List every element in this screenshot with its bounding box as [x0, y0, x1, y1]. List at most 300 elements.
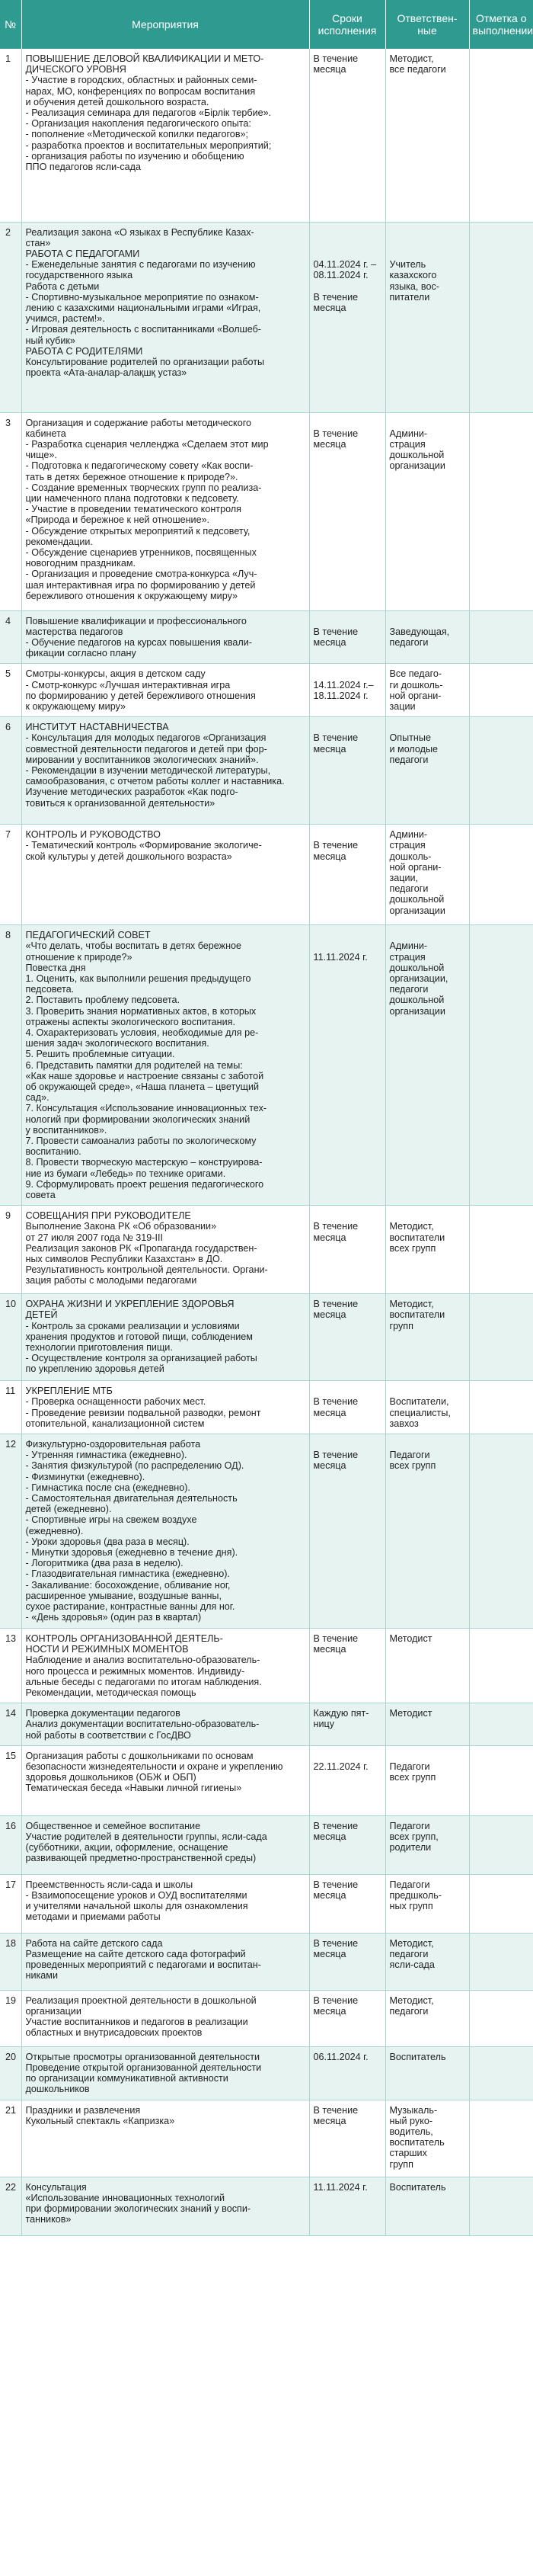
cell-line: 18.11.2024 г.: [313, 690, 369, 701]
cell-line: стан»: [25, 237, 51, 248]
cell-line: отражены аспекты экологического воспитания.: [25, 1016, 235, 1027]
mark-cell: [469, 1294, 533, 1381]
cell-line: - Рекомендации в изучении методической литературы,: [25, 764, 271, 776]
cell-line: здоровья дошкольников (ОБЖ и ОБП): [25, 1772, 196, 1783]
table-row: [0, 49, 533, 222]
table-row: [0, 1381, 533, 1434]
table-row: [0, 1874, 533, 1933]
cell-line: Физкультурно-оздоровительная работа: [25, 1439, 201, 1450]
cell-line: ный кубик»: [25, 335, 75, 346]
cell-line: - Консультация для молодых педагогов «Организация: [25, 732, 266, 744]
table-row: [0, 925, 533, 1206]
cell-line: ции намеченного плана подготовки к педсовету.: [25, 492, 239, 504]
cell-line: 08.11.2024 г.: [313, 270, 369, 281]
cell-line: страция: [389, 951, 426, 963]
cell-line: педагоги: [389, 883, 429, 895]
cell-line: - Минутки здоровья (ежедневно в течение дня).: [25, 1547, 238, 1559]
cell-line: ной работы в соответствии с ГосДВО: [25, 1729, 191, 1741]
table-row: [0, 2046, 533, 2100]
cell-line: Админи-: [389, 428, 428, 439]
cell-line: - Участие в городских, областных и районных семи-: [25, 75, 257, 86]
cell-line: месяца: [313, 2006, 346, 2017]
activity-cell: [21, 1294, 309, 1381]
cell-line: В течение: [313, 1633, 359, 1645]
cell-line: новогодним праздникам.: [25, 558, 136, 569]
mark-cell: [469, 412, 533, 610]
cell-line: ОХРАНА ЖИЗНИ И УКРЕПЛЕНИЕ ЗДОРОВЬЯ: [25, 1299, 235, 1310]
cell-line: питатели: [389, 291, 430, 303]
cell-line: сухое растирание, контрастные ванны для ног.: [25, 1601, 235, 1613]
cell-line: - организация работы по изучению и обобщению: [25, 150, 244, 162]
term-cell: [309, 1874, 385, 1933]
cell-line: 11.11.2024 г.: [313, 951, 368, 963]
cell-line: мировании у воспитанников экологических знаний».: [25, 754, 259, 765]
cell-line: Открытые просмотры организованной деятельности: [25, 2051, 260, 2062]
cell-line: совместной деятельности педагогов и детей при фор-: [25, 743, 267, 755]
cell-line: [314, 668, 381, 679]
cell-line: месяца: [313, 1890, 346, 1902]
cell-line: дошкольной: [389, 450, 445, 461]
cell-line: - Обучение педагогов на курсах повышения квали-: [25, 636, 252, 648]
activity-cell: [21, 1815, 309, 1874]
table-row: [0, 1933, 533, 1990]
cell-line: языка, вос-: [389, 280, 439, 292]
cell-line: В течение: [313, 1879, 359, 1890]
cell-line: - разработка проектов и воспитательных мероприятий;: [25, 139, 272, 151]
cell-line: Реализация проектной деятельности в дошкольной: [25, 1994, 257, 2006]
cell-line: - Проверка оснащенности рабочих мест.: [25, 1396, 206, 1408]
term-cell: [309, 925, 385, 1206]
cell-line: месяца: [313, 2115, 346, 2126]
cell-line: В течение: [313, 1396, 359, 1408]
responsible-cell: [385, 1990, 469, 2046]
responsible-cell: [385, 1703, 469, 1746]
cell-line: по организации коммуникативной активности: [25, 2073, 228, 2084]
cell-line: - «День здоровья» (один раз в квартал): [25, 1612, 202, 1623]
cell-line: Результативность контрольной деятельности. Органи-: [25, 1264, 268, 1276]
cell-line: 9. Сформулировать проект решения педагогического: [25, 1178, 264, 1190]
activity-cell: [21, 49, 309, 222]
row-number: 15: [0, 1745, 21, 1815]
mark-cell: [469, 1815, 533, 1874]
cell-line: - Обсуждение сценариев утренников, посвященных: [25, 546, 257, 558]
cell-line: безопасности жизнедеятельности и охране и укреплению: [25, 1761, 283, 1773]
row-number: 8: [0, 925, 21, 1206]
mark-cell: [469, 222, 533, 412]
row-number: 9: [0, 1206, 21, 1294]
row-number: 20: [0, 2046, 21, 2100]
cell-line: - Смотр-конкурс «Лучшая интерактивная игра: [25, 679, 231, 690]
table-row: [0, 2100, 533, 2177]
cell-line: (субботники, акции, оформление, оснащение: [25, 1842, 228, 1854]
cell-line: и обучения детей дошкольного возраста.: [25, 96, 209, 107]
responsible-cell: [385, 1381, 469, 1434]
row-number: 5: [0, 664, 21, 717]
cell-line: Повестка дня: [25, 962, 86, 973]
cell-line: организации: [25, 2006, 81, 2017]
cell-line: 7. Консультация «Использование инновационных тех-: [25, 1103, 267, 1114]
responsible-cell: [385, 1874, 469, 1933]
cell-line: Анализ документации воспитательно-образователь-: [25, 1719, 260, 1730]
cell-line: организации: [389, 1005, 445, 1017]
activity-cell: [21, 1990, 309, 2046]
cell-line: Учитель: [389, 259, 426, 271]
row-number: 2: [0, 222, 21, 412]
activity-cell: [21, 1745, 309, 1815]
cell-line: - Обсуждение открытых мероприятий к педсовету,: [25, 525, 251, 537]
cell-line: по формированию у детей бережливого отношения: [25, 690, 256, 701]
cell-line: - Закаливание: босохождение, обливание ног,: [25, 1579, 231, 1591]
cell-line: ясли-сада: [389, 1959, 435, 1971]
cell-line: В течение: [313, 1221, 359, 1232]
cell-line: «Природа и бережное к ней отношение».: [25, 514, 210, 526]
row-number: 11: [0, 1381, 21, 1434]
mark-cell: [469, 1381, 533, 1434]
cell-line: государственного языка: [25, 270, 133, 281]
cell-line: ПЕДАГОГИЧЕСКИЙ СОВЕТ: [25, 930, 151, 941]
header-activity: Мероприятия: [21, 0, 309, 49]
cell-line: месяца: [313, 851, 346, 862]
cell-line: Методист,: [389, 1937, 434, 1949]
cell-line: Общественное и семейное воспитание: [25, 1820, 201, 1831]
cell-line: 7. Провести самоанализ работы по экологическому: [25, 1135, 257, 1146]
cell-line: ПОВЫШЕНИЕ ДЕЛОВОЙ КВАЛИФИКАЦИИ И МЕТО-: [25, 53, 264, 64]
cell-line: - Взаимопосещение уроков и ОУД воспитателями: [25, 1890, 247, 1902]
cell-line: [390, 227, 465, 238]
cell-line: педагоги: [389, 1949, 429, 1960]
mark-cell: [469, 1933, 533, 1990]
cell-line: - Игровая деятельность с воспитанниками «Волшеб-: [25, 324, 262, 335]
cell-line: Выполнение Закона РК «Об образовании»: [25, 1221, 217, 1232]
cell-line: предшколь-: [389, 1890, 442, 1902]
cell-line: месяца: [313, 64, 346, 75]
cell-line: - Логоритмика (два раза в неделю).: [25, 1558, 184, 1569]
cell-line: Участие воспитанников и педагогов в реализации: [25, 2017, 248, 2028]
cell-line: [314, 940, 381, 951]
cell-line: от 27 июля 2007 года № 319-III: [25, 1232, 163, 1243]
cell-line: ницу: [313, 1719, 334, 1730]
cell-line: организации: [389, 905, 445, 916]
cell-line: отопительной, канализационной систем: [25, 1418, 205, 1429]
header-mark: Отметка о выполнении: [469, 0, 533, 49]
mark-cell: [469, 825, 533, 925]
term-cell: [309, 412, 385, 610]
cell-line: - Утренняя гимнастика (ежедневно).: [25, 1450, 187, 1461]
cell-line: воспитатель: [389, 2137, 445, 2148]
cell-line: Наблюдение и анализ воспитательно-образователь-: [25, 1655, 260, 1666]
cell-line: - Глазодвигательная гимнастика (ежедневно).: [25, 1568, 230, 1580]
term-cell: [309, 825, 385, 925]
term-cell: [309, 1745, 385, 1815]
activity-cell: [21, 664, 309, 717]
row-number: 4: [0, 610, 21, 664]
cell-line: казахского: [389, 270, 437, 281]
cell-line: Методист,: [389, 53, 434, 64]
term-cell: [309, 1434, 385, 1629]
cell-line: Каждую пят-: [313, 1708, 369, 1719]
cell-line: расширенное умывание, воздушные ванны,: [25, 1590, 222, 1601]
responsible-cell: [385, 825, 469, 925]
mark-cell: [469, 49, 533, 222]
cell-line: всех групп: [389, 1772, 436, 1783]
cell-line: [390, 722, 465, 732]
activity-cell: [21, 925, 309, 1206]
responsible-cell: [385, 1629, 469, 1703]
cell-line: В течение: [313, 1994, 359, 2006]
cell-line: областных и внутрисадовских проектов: [25, 2027, 203, 2039]
cell-line: альные беседы с педагогами по итогам наблюдения.: [25, 1676, 262, 1687]
cell-line: Проверка документации педагогов: [25, 1708, 180, 1719]
cell-line: [390, 1386, 465, 1396]
cell-line: проекта «Ата-аналар-алақшқ устаз»: [25, 367, 187, 379]
cell-line: месяца: [313, 1644, 346, 1655]
cell-line: Реализация законов РК «Пропаганда государствен-: [25, 1242, 257, 1254]
cell-line: Все педаго-: [389, 668, 442, 680]
cell-line: В течение: [313, 1299, 359, 1310]
activity-cell: [21, 1629, 309, 1703]
cell-line: фикации согласно плану: [25, 648, 136, 659]
cell-line: мастерства педагогов: [25, 626, 123, 637]
term-cell: [309, 1815, 385, 1874]
cell-line: ние из бумаги «Лебедь» по технике оригами.: [25, 1168, 226, 1179]
cell-line: месяца: [313, 1831, 346, 1843]
cell-line: РАБОТА С РОДИТЕЛЯМИ: [25, 345, 143, 357]
table-row: [0, 412, 533, 610]
cell-line: Реализация закона «О языках в Республике Казах-: [25, 226, 254, 238]
cell-line: - Гимнастика после сна (ежедневно).: [25, 1482, 190, 1493]
table-body: [0, 49, 533, 2235]
activity-cell: [21, 2100, 309, 2177]
cell-line: педагоги: [389, 636, 429, 648]
cell-line: технологии приготовления пищи.: [25, 1342, 173, 1354]
cell-line: [314, 248, 381, 259]
row-number: 16: [0, 1815, 21, 1874]
cell-line: ской культуры у детей дошкольного возраста»: [25, 851, 232, 862]
row-number: 1: [0, 49, 21, 222]
cell-line: 1. Оценить, как выполнили решения предыдущего: [25, 972, 251, 984]
cell-line: Воспитатель: [389, 2051, 446, 2062]
activity-cell: [21, 825, 309, 925]
cell-line: педагоги: [389, 754, 429, 765]
cell-line: «Как наше здоровье и настроение связаны с заботой: [25, 1070, 264, 1081]
responsible-cell: [385, 2100, 469, 2177]
cell-line: никами: [25, 1970, 58, 1982]
cell-line: [314, 1386, 381, 1396]
cell-line: Консультирование родителей по организации работы: [25, 356, 265, 367]
cell-line: тать в детях бережное отношение к природе?».: [25, 471, 238, 482]
cell-line: месяца: [313, 743, 346, 755]
cell-line: - Разработка сценария челленджа «Сделаем этот мир: [25, 438, 269, 450]
cell-line: об окружающей среде», «Наша планета – цветущий: [25, 1081, 260, 1092]
table-row: [0, 717, 533, 825]
table-row: [0, 1745, 533, 1815]
mark-cell: [469, 1629, 533, 1703]
table-row: [0, 664, 533, 717]
cell-line: [314, 238, 381, 248]
cell-line: Работа с детьми: [25, 280, 100, 292]
cell-line: Консультация: [25, 2181, 87, 2193]
cell-line: [314, 722, 381, 732]
cell-line: Админи-: [389, 940, 428, 952]
responsible-cell: [385, 1294, 469, 1381]
term-cell: [309, 2177, 385, 2235]
row-number: 6: [0, 717, 21, 825]
table-row: [0, 1434, 533, 1629]
cell-line: педсовета.: [25, 984, 75, 995]
cell-line: Заведующая,: [389, 626, 450, 637]
row-number: 18: [0, 1933, 21, 1990]
mark-cell: [469, 925, 533, 1206]
row-number: 19: [0, 1990, 21, 2046]
cell-line: товиться к организованной деятельности»: [25, 797, 215, 809]
row-number: 21: [0, 2100, 21, 2177]
cell-line: - Занятия физкультурой (по распределению ОД).: [25, 1460, 244, 1472]
cell-line: РАБОТА С ПЕДАГОГАМИ: [25, 248, 140, 259]
cell-line: - Создание временных творческих групп по реализа-: [25, 482, 262, 493]
row-number: 17: [0, 1874, 21, 1933]
cell-line: Смотры-конкурсы, акция в детском саду: [25, 668, 206, 680]
table-header: [0, 0, 533, 49]
cell-line: развивающей предметно-пространственной среды): [25, 1853, 257, 1864]
responsible-cell: [385, 664, 469, 717]
cell-line: 14.11.2024 г.–: [313, 679, 374, 690]
cell-line: - Осуществление контроля за организацией работы: [25, 1353, 257, 1364]
table-row: [0, 1815, 533, 1874]
cell-line: [314, 1210, 381, 1221]
cell-line: месяца: [313, 636, 346, 648]
term-cell: [309, 1990, 385, 2046]
activity-cell: [21, 1434, 309, 1629]
cell-line: - Еженедельные занятия с педагогами по изучению: [25, 259, 256, 271]
cell-line: - пополнение «Методической копилки педагогов»;: [25, 129, 249, 140]
term-cell: [309, 49, 385, 222]
mark-cell: [469, 1434, 533, 1629]
cell-line: КОНТРОЛЬ ОРГАНИЗОВАННОЙ ДЕЯТЕЛЬ-: [25, 1633, 223, 1645]
cell-line: ДЕТЕЙ: [25, 1309, 58, 1321]
mark-cell: [469, 2046, 533, 2100]
activity-cell: [21, 717, 309, 825]
cell-line: водитель,: [389, 2126, 433, 2138]
cell-line: к окружающему миру»: [25, 700, 126, 712]
cell-line: специалисты,: [389, 1407, 451, 1418]
cell-line: организации: [389, 460, 445, 472]
cell-line: Тематическая беседа «Навыки личной гигиены»: [25, 1783, 242, 1794]
cell-line: Преемственность ясли-сада и школы: [25, 1879, 193, 1890]
term-cell: [309, 717, 385, 825]
responsible-cell: [385, 1206, 469, 1294]
cell-line: нарах, МО, конференциях по вопросам воспитания: [25, 85, 256, 97]
cell-line: 11.11.2024 г.: [313, 2181, 368, 2193]
cell-line: - Реализация семинара для педагогов «Бірлік тербие».: [25, 107, 272, 119]
cell-line: ных символов Республики Казахстан» в ДО.: [25, 1254, 223, 1265]
cell-line: [314, 829, 381, 840]
cell-line: зации,: [389, 872, 419, 883]
cell-line: [314, 616, 381, 626]
row-number: 14: [0, 1703, 21, 1746]
cell-line: [314, 930, 381, 940]
cell-line: Методист,: [389, 1221, 434, 1232]
table-row: [0, 1294, 533, 1381]
cell-line: завхоз: [389, 1418, 419, 1429]
cell-line: всех групп,: [389, 1831, 439, 1843]
cell-line: ИНСТИТУТ НАСТАВНИЧЕСТВА: [25, 722, 169, 733]
cell-line: ного процесса и режимных моментов. Индивиду-: [25, 1665, 245, 1677]
cell-line: групп: [389, 1320, 413, 1331]
cell-line: В течение: [313, 53, 359, 64]
cell-line: зация работы с молодыми педагогами: [25, 1275, 197, 1286]
cell-line: шая интерактивная игра по формированию у детей: [25, 579, 256, 591]
cell-line: - Уроки здоровья (два раза в месяц).: [25, 1536, 190, 1547]
mark-cell: [469, 1745, 533, 1815]
cell-line: танников»: [25, 2214, 72, 2225]
cell-line: [314, 281, 381, 292]
activity-cell: [21, 222, 309, 412]
activity-cell: [21, 1206, 309, 1294]
cell-line: Размещение на сайте детского сада фотографий: [25, 1949, 246, 1960]
cell-line: [390, 616, 465, 626]
cell-line: 6. Представить памятки для родителей на темы:: [25, 1059, 243, 1071]
cell-line: дошкольной: [389, 995, 445, 1006]
activity-cell: [21, 2177, 309, 2235]
cell-line: Повышение квалификации и профессионального: [25, 615, 247, 626]
mark-cell: [469, 664, 533, 717]
cell-line: Админи-: [389, 829, 428, 841]
mark-cell: [469, 610, 533, 664]
cell-line: дошкольной: [389, 962, 445, 973]
table-row: [0, 1629, 533, 1703]
cell-line: «Что делать, чтобы воспитать в детях бережное: [25, 940, 242, 952]
activity-cell: [21, 2046, 309, 2100]
cell-line: КОНТРОЛЬ И РУКОВОДСТВО: [25, 829, 161, 841]
cell-line: сад».: [25, 1092, 49, 1104]
cell-line: - Подготовка к педагогическому совету «Как воспи-: [25, 460, 254, 472]
mark-cell: [469, 717, 533, 825]
cell-line: месяца: [313, 1460, 346, 1472]
cell-line: 4. Охарактеризовать условия, необходимые для ре-: [25, 1027, 259, 1038]
responsible-cell: [385, 1434, 469, 1629]
cell-line: УКРЕПЛЕНИЕ МТБ: [25, 1386, 113, 1397]
cell-line: воспитанию.: [25, 1146, 81, 1158]
row-number: 22: [0, 2177, 21, 2235]
cell-line: Педагоги: [389, 1879, 430, 1890]
responsible-cell: [385, 412, 469, 610]
term-cell: [309, 2046, 385, 2100]
responsible-cell: [385, 1815, 469, 1874]
cell-line: дошколь-: [389, 851, 432, 862]
cell-line: старших: [389, 2148, 427, 2159]
cell-line: рекомендации.: [25, 536, 93, 547]
cell-line: 04.11.2024 г. –: [313, 259, 377, 271]
cell-line: ный руко-: [389, 2115, 433, 2126]
cell-line: СОВЕЩАНИЯ ПРИ РУКОВОДИТЕЛЕ: [25, 1210, 191, 1222]
cell-line: - Тематический контроль «Формирование экологиче-: [25, 840, 262, 851]
cell-line: (ежедневно).: [25, 1525, 84, 1536]
cell-line: Организация работы с дошкольниками по основам: [25, 1750, 254, 1761]
cell-line: - Организация накопления педагогического опыта:: [25, 118, 251, 130]
cell-line: методами и приемами работы: [25, 1911, 161, 1923]
cell-line: - Спортивно-музыкальное мероприятие по ознаком-: [25, 291, 259, 303]
responsible-cell: [385, 1745, 469, 1815]
cell-line: - Физминутки (ежедневно).: [25, 1471, 145, 1482]
cell-line: ги дошколь-: [389, 679, 443, 690]
cell-line: - Проведение ревизии подвальной разводки, ремонт: [25, 1407, 261, 1418]
cell-line: дошкольников: [25, 2084, 90, 2095]
cell-line: зации: [389, 700, 416, 712]
cell-line: групп: [389, 2158, 413, 2170]
row-number: 7: [0, 825, 21, 925]
cell-line: страция: [389, 438, 426, 450]
cell-line: Методист: [389, 1633, 432, 1645]
